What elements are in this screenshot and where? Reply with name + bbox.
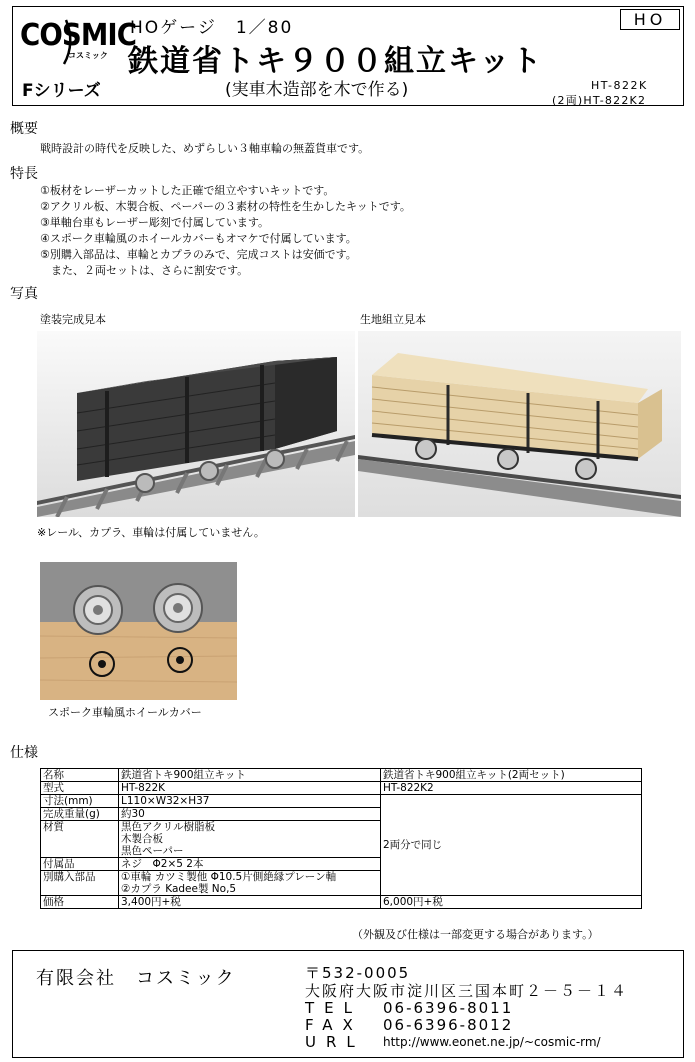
table-row <box>41 896 642 909</box>
product-code-double: (2両)HT-822K2 <box>552 94 647 107</box>
spec-value-single: 鉄道省トキ900組立キット <box>119 769 381 782</box>
not-included-note: ※レール、カプラ、車輪は付属していません。 <box>37 526 265 539</box>
logo-subtext: コスミック <box>68 51 108 60</box>
url-label: URL <box>305 1033 365 1051</box>
gauge-label: HOゲージ 1／80 <box>130 18 294 38</box>
company-name: 有限会社 コスミック <box>36 968 236 989</box>
spec-value-double: 鉄道省トキ900組立キット(2両セット) <box>381 769 642 782</box>
spec-value-single: L110×W32×H37 <box>119 795 381 808</box>
wheel-cover-photo <box>40 562 237 700</box>
spec-label: 材質 <box>41 821 119 858</box>
series-label: Fシリーズ <box>22 81 101 101</box>
wheel-cover-caption: スポーク車輪風ホイールカバー <box>48 706 202 719</box>
feature-item: また、２両セットは、さらに割安です。 <box>40 264 249 277</box>
scale-badge: HO <box>620 9 680 30</box>
features-heading: 特長 <box>10 166 38 182</box>
spec-value-single <box>119 821 381 858</box>
feature-item: ③単軸台車もレーザー彫刻で付属しています。 <box>40 216 269 229</box>
table-row <box>41 769 642 782</box>
feature-item: ②アクリル板、木製合板、ペーパーの３素材の特性を生かしたキットです。 <box>40 200 411 213</box>
website-link[interactable]: http://www.eonet.ne.jp/~cosmic-rm/ <box>383 1035 601 1049</box>
table-row <box>41 782 642 795</box>
page-subtitle: (実車木造部を木で作る) <box>225 80 409 100</box>
spec-value-single: ネジ Φ2×5 2本 <box>119 858 381 871</box>
material-line: 黒色アクリル樹脂板 <box>121 821 216 833</box>
feature-item: ⑤別購入部品は、車輪とカプラのみで、完成コストは安価です。 <box>40 248 357 261</box>
part-line: ②カプラ Kadee製 No,5 <box>121 883 237 895</box>
postal-code: 〒532-0005 <box>305 964 411 982</box>
painted-sample-caption: 塗装完成見本 <box>40 313 106 326</box>
table-row <box>41 795 642 808</box>
fax-number: 06-6396-8012 <box>383 1016 514 1034</box>
address: 大阪府大阪市淀川区三国本町２－５－１４ <box>305 982 629 1000</box>
spec-label: 型式 <box>41 782 119 795</box>
features-list <box>40 183 411 279</box>
spec-label: 価格 <box>41 896 119 909</box>
tel-number: 06-6396-8011 <box>383 999 514 1017</box>
spec-heading: 仕様 <box>10 745 38 761</box>
spec-label: 付属品 <box>41 858 119 871</box>
feature-item: ④スポーク車輪風のホイールカバーもオマケで付属しています。 <box>40 232 357 245</box>
spec-table <box>40 768 642 909</box>
spec-label: 寸法(mm) <box>41 795 119 808</box>
overview-text: 戦時設計の時代を反映した、めずらしい３軸車輪の無蓋貨車です。 <box>40 142 370 155</box>
product-code-single: HT-822K <box>591 79 648 92</box>
material-line: 黒色ペーパー <box>121 845 184 857</box>
overview-heading: 概要 <box>10 121 38 137</box>
page-title: 鉄道省トキ９００組立キット <box>128 44 544 79</box>
part-line: ①車輪 カツミ製他 Φ10.5片側絶縁プレーン軸 <box>121 871 337 883</box>
material-line: 木製合板 <box>121 833 163 845</box>
raw-sample-caption: 生地組立見本 <box>360 313 426 326</box>
painted-car-photo <box>37 331 355 517</box>
spec-value-single: HT-822K <box>119 782 381 795</box>
spec-value-single <box>119 871 381 896</box>
spec-label: 完成重量(g) <box>41 808 119 821</box>
spec-same-note: 2両分で同じ <box>381 795 642 896</box>
spec-label: 別購入部品 <box>41 871 119 896</box>
spec-value-double: HT-822K2 <box>381 782 642 795</box>
spec-value-double: 6,000円+税 <box>381 896 642 909</box>
fax-label: FAX <box>305 1016 363 1034</box>
spec-footnote: （外観及び仕様は一部変更する場合があります。） <box>352 928 599 941</box>
spec-value-single: 約30 <box>119 808 381 821</box>
spec-value-single: 3,400円+税 <box>119 896 381 909</box>
logo-text: COSMIC <box>20 18 137 53</box>
photos-heading: 写真 <box>10 286 38 302</box>
spec-label: 名称 <box>41 769 119 782</box>
raw-car-photo <box>358 331 681 517</box>
feature-item: ①板材をレーザーカットした正確で組立やすいキットです。 <box>40 184 335 197</box>
tel-label: TEL <box>305 999 362 1017</box>
